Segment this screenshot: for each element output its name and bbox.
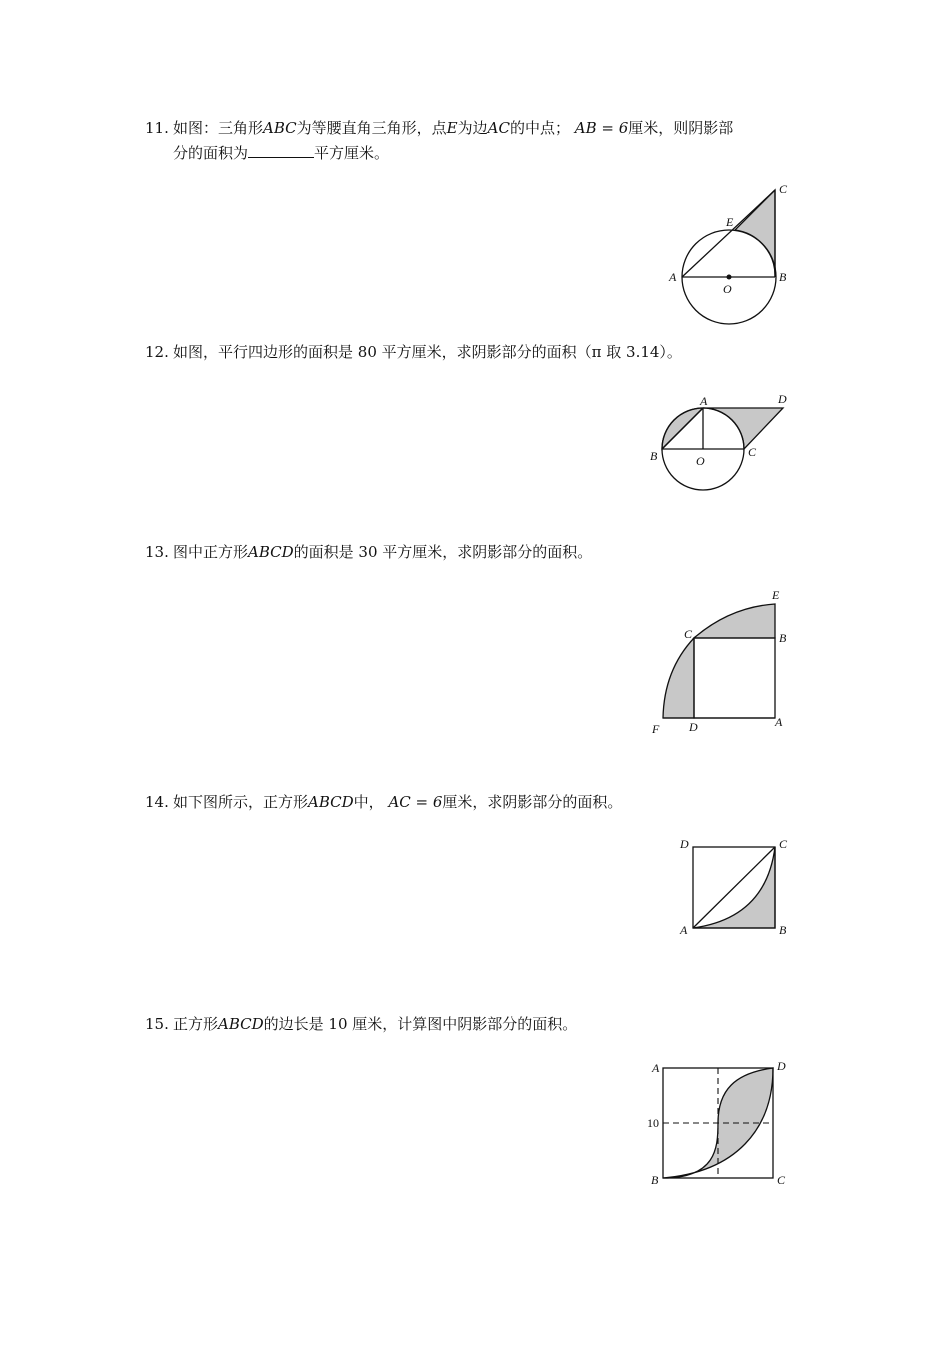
label-o: O [696,454,705,468]
question-11-line-2: 分的面积为 平方厘米。 [173,144,390,162]
label-a: A [700,394,708,408]
label-a: A [652,1061,660,1075]
label-d: D [777,1059,786,1073]
label-b: B [779,631,787,645]
label-a: A [680,923,688,937]
label-e: E [726,215,734,229]
label-a: A [775,715,783,729]
question-11-line-1: 11. 如图：三角形ABC为等腰直角三角形，点E为边AC的中点； AB = 6厘米，则阴影部 [145,116,733,141]
question-number: 15. [145,1015,169,1033]
label-e: E [772,588,780,602]
label-b: B [650,449,658,463]
question-number: 14. [145,793,169,811]
label-d: D [680,837,689,851]
label-b: B [779,270,787,284]
question-15: 15. 正方形ABCD的边长是 10 厘米，计算图中阴影部分的面积。 [145,1012,577,1037]
label-o: O [723,282,732,296]
label-b: B [779,923,787,937]
question-12: 12. 如图，平行四边形的面积是 80 平方厘米，求阴影部分的面积（π 取 3.14）。 [145,340,682,365]
label-ten: 10 [647,1116,659,1130]
label-d: D [778,392,787,406]
label-c: C [684,627,693,641]
label-d: D [689,720,698,734]
label-f: F [652,722,660,736]
label-c: C [748,445,757,459]
question-14: 14. 如下图所示，正方形ABCD中， AC = 6厘米，求阴影部分的面积。 [145,790,622,815]
question-number: 11. [145,119,169,137]
question-number: 12. [145,343,169,361]
label-c: C [779,182,788,196]
label-c: C [779,837,788,851]
label-c: C [777,1173,786,1187]
label-b: B [651,1173,659,1187]
question-13: 13. 图中正方形ABCD的面积是 30 平方厘米，求阴影部分的面积。 [145,540,592,565]
question-number: 13. [145,543,169,561]
label-a: A [669,270,677,284]
